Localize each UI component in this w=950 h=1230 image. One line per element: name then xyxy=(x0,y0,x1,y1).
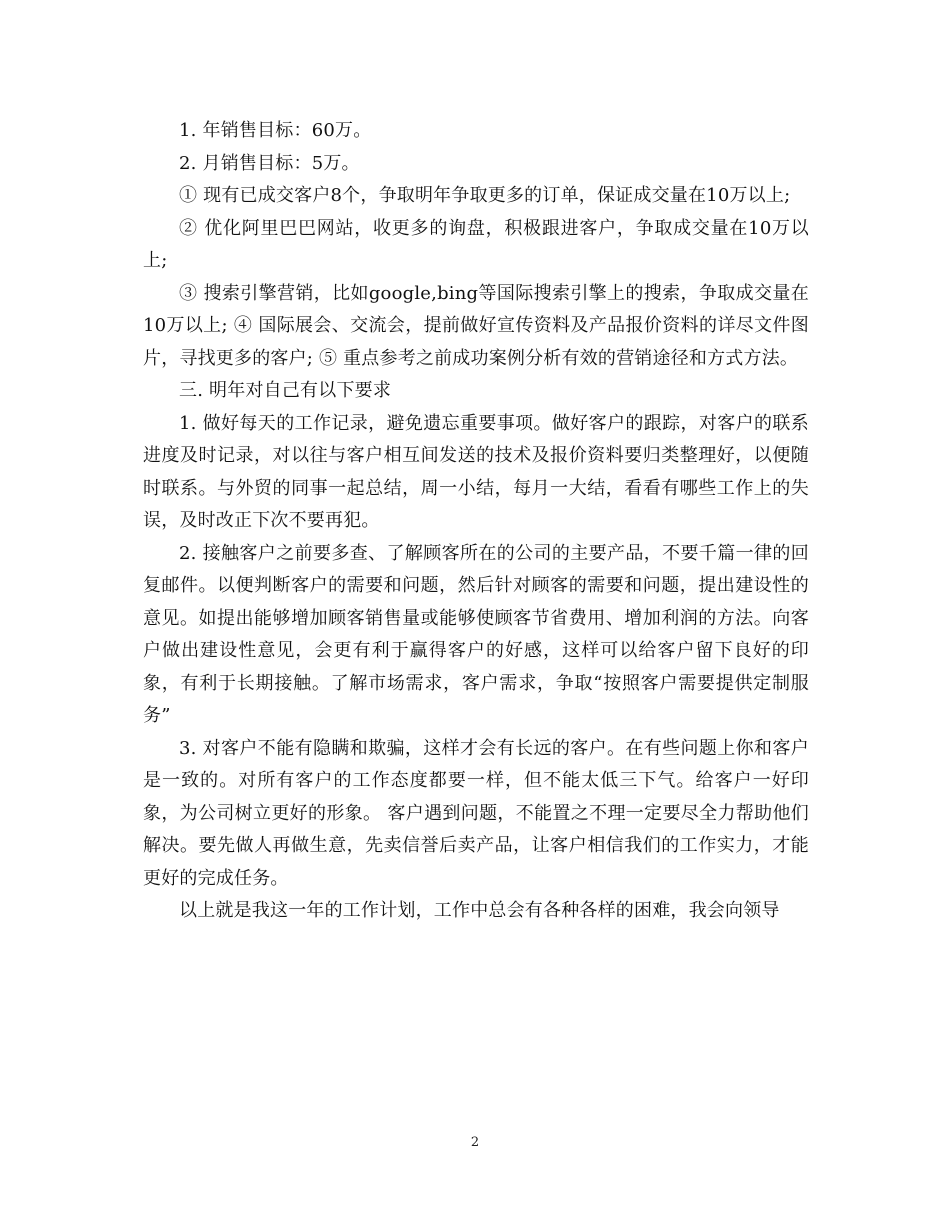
paragraph-annual-target: 1. 年销售目标：60万。 xyxy=(179,120,372,141)
page-number: 2 xyxy=(470,1135,480,1150)
paragraph-requirement-2: 2. 接触客户之前要多查、了解顾客所在的公司的主要产品，不要千篇一律的回复邮件。以便判断客户的需要和问题，然后针对顾客的需要和问题，提出建设性的意见。如提出能够增加顾客销售量或能够使顾客节省费用、增加利润的方法。向客户做出建设性意见，会更有利于赢得客户的好感，这样可以给客户留下良好的印象，有利于长期接触。了解市场需求，客户需求，争取“按照客户需要提供定制服务” xyxy=(143,542,809,726)
paragraph-item-1: ① 现有已成交客户8个，争取明年争取更多的订单，保证成交量在10万以上; xyxy=(179,185,791,206)
paragraph-item-2: ② 优化阿里巴巴网站，收更多的询盘，积极跟进客户，争取成交量在10万以上; xyxy=(143,217,809,271)
paragraph-closing: 以上就是我这一年的工作计划，工作中总会有各种各样的困难，我会向领导 xyxy=(179,900,780,921)
paragraph-item-3-5: ③ 搜索引擎营销，比如google,bing等国际搜索引擎上的搜索，争取成交量在10万以上; ④ 国际展会、交流会，提前做好宣传资料及产品报价资料的详尽文件图片，寻找更多的客户; ⑤ 重点参考之前成功案例分析有效的营销途径和方式方法。 xyxy=(143,282,809,369)
paragraph-monthly-target: 2. 月销售目标：5万。 xyxy=(179,152,360,174)
paragraph-requirement-1: 1. 做好每天的工作记录，避免遗忘重要事项。做好客户的跟踪，对客户的联系进度及时记录，对以往与客户相互间发送的技术及报价资料要归类整理好，以便随时联系。与外贸的同事一起总结，周一小结，每月一大结，看看有哪些工作上的失误，及时改正下次不要再犯。 xyxy=(143,412,809,531)
document-body xyxy=(143,115,809,928)
section-heading-requirements: 三. 明年对自己有以下要求 xyxy=(179,380,392,401)
paragraph-requirement-3: 3. 对客户不能有隐瞒和欺骗，这样才会有长远的客户。在有些问题上你和客户是一致的。对所有客户的工作态度都要一样，但不能太低三下气。给客户一好印象，为公司树立更好的形象。 客户遇到问题，不能置之不理一定要尽全力帮助他们解决。要先做人再做生意，先卖信誉后卖产品，让客户相信我们的工作实力，才能更好的完成任务。 xyxy=(143,737,809,889)
